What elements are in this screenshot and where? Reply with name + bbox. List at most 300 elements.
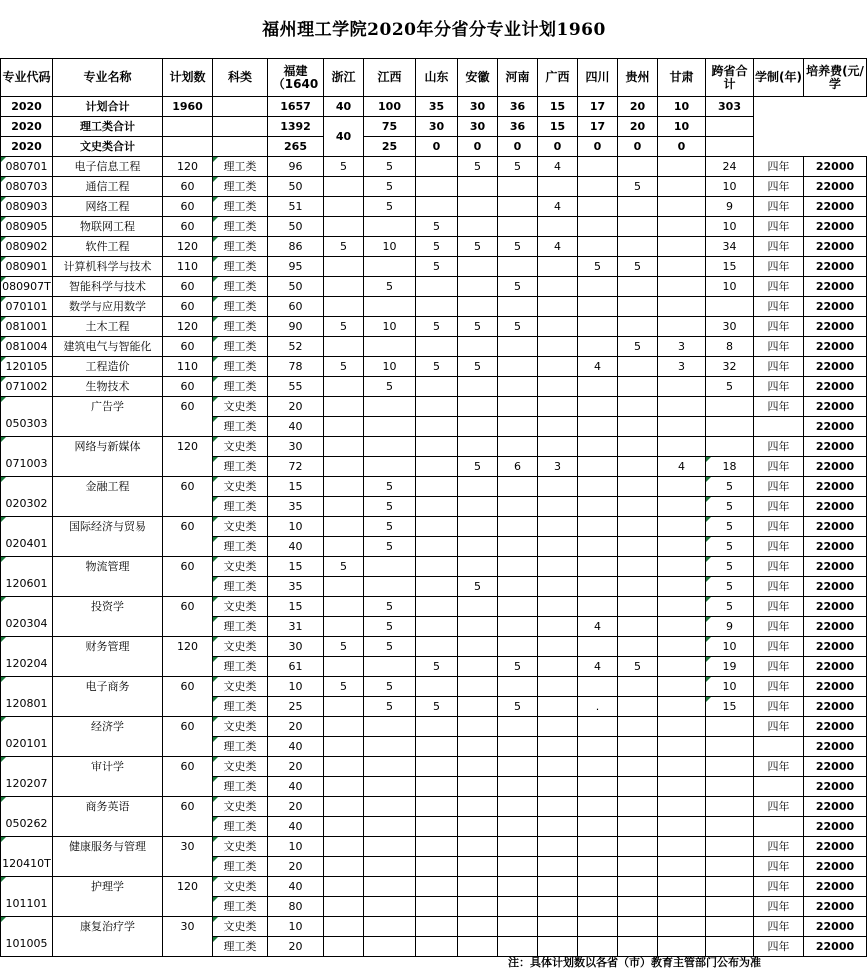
code-cell: 081001 bbox=[1, 317, 53, 337]
fujian-cell: 1657 bbox=[268, 97, 324, 117]
years-cell: 四年 bbox=[754, 757, 804, 777]
gs-cell bbox=[658, 897, 706, 917]
gx-cell bbox=[538, 377, 578, 397]
fujian-cell: 15 bbox=[268, 597, 324, 617]
cross-total-cell: 10 bbox=[706, 677, 754, 697]
jx-cell: 5 bbox=[364, 277, 416, 297]
cross-total-cell bbox=[706, 877, 754, 897]
type-cell: 理工类 bbox=[213, 857, 268, 877]
gx-cell: 15 bbox=[538, 117, 578, 137]
jx-cell bbox=[364, 337, 416, 357]
plan-cell: 110 bbox=[163, 257, 213, 277]
jx-cell: 5 bbox=[364, 177, 416, 197]
hn-cell bbox=[498, 617, 538, 637]
plan-cell bbox=[163, 897, 213, 917]
code-cell: 080902 bbox=[1, 237, 53, 257]
gz-cell bbox=[618, 517, 658, 537]
sd-cell: 35 bbox=[416, 97, 458, 117]
jx-cell bbox=[364, 877, 416, 897]
gx-cell bbox=[538, 837, 578, 857]
plan-cell bbox=[163, 537, 213, 557]
hn-cell: 36 bbox=[498, 97, 538, 117]
type-cell: 理工类 bbox=[213, 277, 268, 297]
major-row bbox=[1, 917, 867, 937]
major-name-cell bbox=[53, 737, 163, 757]
major-row bbox=[1, 157, 867, 177]
column-header: 科类 bbox=[213, 59, 268, 97]
gs-cell bbox=[658, 777, 706, 797]
code-cell: 080703 bbox=[1, 177, 53, 197]
code-cell: 071003 bbox=[1, 437, 53, 477]
gz-cell bbox=[618, 917, 658, 937]
years-cell: 四年 bbox=[754, 657, 804, 677]
sd-cell bbox=[416, 517, 458, 537]
years-cell: 四年 bbox=[754, 457, 804, 477]
fujian-cell: 1392 bbox=[268, 117, 324, 137]
fujian-cell: 30 bbox=[268, 637, 324, 657]
gz-cell: 5 bbox=[618, 177, 658, 197]
fujian-cell: 61 bbox=[268, 657, 324, 677]
major-row bbox=[1, 257, 867, 277]
jx-cell: 10 bbox=[364, 237, 416, 257]
gz-cell: 5 bbox=[618, 657, 658, 677]
ah-cell bbox=[458, 877, 498, 897]
fujian-cell: 15 bbox=[268, 477, 324, 497]
type-cell: 理工类 bbox=[213, 497, 268, 517]
gx-cell bbox=[538, 537, 578, 557]
fujian-cell: 10 bbox=[268, 837, 324, 857]
major-name-cell bbox=[53, 537, 163, 557]
major-name-cell: 审计学 bbox=[53, 757, 163, 777]
sd-cell bbox=[416, 477, 458, 497]
years-cell: 四年 bbox=[754, 677, 804, 697]
years-cell: 四年 bbox=[754, 897, 804, 917]
fujian-cell: 40 bbox=[268, 737, 324, 757]
sd-cell bbox=[416, 637, 458, 657]
jx-cell bbox=[364, 757, 416, 777]
gx-cell bbox=[538, 617, 578, 637]
years-cell: 四年 bbox=[754, 257, 804, 277]
gx-cell bbox=[538, 877, 578, 897]
cross-total-cell: 5 bbox=[706, 537, 754, 557]
major-name-cell: 经济学 bbox=[53, 717, 163, 737]
major-name-cell bbox=[53, 817, 163, 837]
fee-cell: 22000 bbox=[804, 537, 867, 557]
cross-total-cell: 18 bbox=[706, 457, 754, 477]
major-name-cell: 计算机科学与技术 bbox=[53, 257, 163, 277]
jx-cell bbox=[364, 817, 416, 837]
sd-cell: 5 bbox=[416, 237, 458, 257]
ah-cell bbox=[458, 677, 498, 697]
ah-cell bbox=[458, 737, 498, 757]
fujian-cell: 51 bbox=[268, 197, 324, 217]
ah-cell: 30 bbox=[458, 117, 498, 137]
page-title: 福州理工学院2020年分省分专业计划1960 bbox=[262, 20, 606, 40]
major-name-cell: 软件工程 bbox=[53, 237, 163, 257]
cross-total-cell: 19 bbox=[706, 657, 754, 677]
major-row bbox=[1, 537, 867, 557]
gs-cell bbox=[658, 657, 706, 677]
major-name-cell: 投资学 bbox=[53, 597, 163, 617]
gs-cell bbox=[658, 497, 706, 517]
code-cell: 081004 bbox=[1, 337, 53, 357]
column-header: 河南 bbox=[498, 59, 538, 97]
fee-cell: 22000 bbox=[804, 237, 867, 257]
fee-cell: 22000 bbox=[804, 937, 867, 957]
zj-cell bbox=[324, 437, 364, 457]
fujian-cell: 52 bbox=[268, 337, 324, 357]
fujian-cell: 10 bbox=[268, 677, 324, 697]
plan-cell: 30 bbox=[163, 917, 213, 937]
cross-total-cell: 5 bbox=[706, 377, 754, 397]
gz-cell: 5 bbox=[618, 337, 658, 357]
fee-cell: 22000 bbox=[804, 197, 867, 217]
years-cell: 四年 bbox=[754, 557, 804, 577]
fee-cell: 22000 bbox=[804, 677, 867, 697]
gx-cell bbox=[538, 337, 578, 357]
years-cell bbox=[754, 817, 804, 837]
gz-cell bbox=[618, 737, 658, 757]
hn-cell: 5 bbox=[498, 237, 538, 257]
years-cell: 四年 bbox=[754, 357, 804, 377]
gz-cell bbox=[618, 557, 658, 577]
gs-cell: 0 bbox=[658, 137, 706, 157]
jx-cell: 5 bbox=[364, 157, 416, 177]
code-cell: 020101 bbox=[1, 717, 53, 757]
gs-cell: 3 bbox=[658, 337, 706, 357]
sc-cell bbox=[578, 397, 618, 417]
sd-cell bbox=[416, 537, 458, 557]
cross-total-cell bbox=[706, 117, 754, 137]
zj-cell: 5 bbox=[324, 637, 364, 657]
gz-cell bbox=[618, 857, 658, 877]
ah-cell bbox=[458, 557, 498, 577]
hn-cell bbox=[498, 777, 538, 797]
plan-cell: 110 bbox=[163, 357, 213, 377]
code-cell: 020401 bbox=[1, 517, 53, 557]
major-row bbox=[1, 697, 867, 717]
gx-cell bbox=[538, 657, 578, 677]
fee-cell: 22000 bbox=[804, 917, 867, 937]
zj-cell bbox=[324, 737, 364, 757]
jx-cell: 10 bbox=[364, 317, 416, 337]
type-cell: 文史类 bbox=[213, 917, 268, 937]
fujian-cell: 40 bbox=[268, 777, 324, 797]
sd-cell bbox=[416, 277, 458, 297]
years-cell: 四年 bbox=[754, 337, 804, 357]
type-cell: 理工类 bbox=[213, 157, 268, 177]
code-cell: 020302 bbox=[1, 477, 53, 517]
years-cell: 四年 bbox=[754, 937, 804, 957]
fujian-cell: 30 bbox=[268, 437, 324, 457]
jx-cell bbox=[364, 297, 416, 317]
hn-cell bbox=[498, 677, 538, 697]
fujian-cell: 35 bbox=[268, 497, 324, 517]
major-name-cell: 通信工程 bbox=[53, 177, 163, 197]
sc-cell bbox=[578, 437, 618, 457]
fee-cell: 22000 bbox=[804, 157, 867, 177]
fee-cell: 22000 bbox=[804, 397, 867, 417]
gz-cell bbox=[618, 357, 658, 377]
hn-cell bbox=[498, 917, 538, 937]
gz-cell bbox=[618, 237, 658, 257]
code-cell: 2020 bbox=[1, 97, 53, 117]
plan-cell: 60 bbox=[163, 337, 213, 357]
fee-cell: 22000 bbox=[804, 817, 867, 837]
hn-cell bbox=[498, 437, 538, 457]
sc-cell bbox=[578, 317, 618, 337]
gx-cell bbox=[538, 517, 578, 537]
cross-total-cell bbox=[706, 777, 754, 797]
plan-cell: 60 bbox=[163, 557, 213, 577]
zj-cell bbox=[324, 217, 364, 237]
fujian-cell: 35 bbox=[268, 577, 324, 597]
fujian-cell: 96 bbox=[268, 157, 324, 177]
major-row bbox=[1, 797, 867, 817]
cross-total-cell: 10 bbox=[706, 177, 754, 197]
major-row bbox=[1, 457, 867, 477]
gz-cell bbox=[618, 757, 658, 777]
gz-cell bbox=[618, 497, 658, 517]
summary-row bbox=[1, 97, 867, 117]
gx-cell bbox=[538, 497, 578, 517]
zj-cell bbox=[324, 897, 364, 917]
type-cell: 理工类 bbox=[213, 777, 268, 797]
jx-cell: 5 bbox=[364, 617, 416, 637]
fee-cell: 22000 bbox=[804, 317, 867, 337]
type-cell bbox=[213, 97, 268, 117]
gz-cell bbox=[618, 457, 658, 477]
ah-cell bbox=[458, 277, 498, 297]
ah-cell bbox=[458, 297, 498, 317]
gz-cell bbox=[618, 577, 658, 597]
gs-cell bbox=[658, 297, 706, 317]
fujian-cell: 50 bbox=[268, 177, 324, 197]
years-cell bbox=[754, 417, 804, 437]
code-cell: 050262 bbox=[1, 797, 53, 837]
sd-cell bbox=[416, 777, 458, 797]
cross-total-cell: 5 bbox=[706, 577, 754, 597]
cross-total-cell bbox=[706, 737, 754, 757]
hn-cell bbox=[498, 377, 538, 397]
ah-cell bbox=[458, 777, 498, 797]
fee-cell: 22000 bbox=[804, 377, 867, 397]
hn-cell bbox=[498, 397, 538, 417]
major-name-cell: 工程造价 bbox=[53, 357, 163, 377]
zj-cell bbox=[324, 457, 364, 477]
zj-cell bbox=[324, 777, 364, 797]
major-name-cell: 物联网工程 bbox=[53, 217, 163, 237]
fujian-cell: 20 bbox=[268, 857, 324, 877]
ah-cell bbox=[458, 337, 498, 357]
type-cell: 理工类 bbox=[213, 197, 268, 217]
fujian-cell: 40 bbox=[268, 417, 324, 437]
years-cell: 四年 bbox=[754, 857, 804, 877]
zj-cell bbox=[324, 297, 364, 317]
header-row bbox=[1, 59, 867, 97]
sd-cell bbox=[416, 497, 458, 517]
years-cell: 四年 bbox=[754, 717, 804, 737]
sd-cell bbox=[416, 437, 458, 457]
zj-cell bbox=[324, 657, 364, 677]
sd-cell bbox=[416, 197, 458, 217]
gx-cell bbox=[538, 477, 578, 497]
ah-cell bbox=[458, 797, 498, 817]
zj-cell bbox=[324, 397, 364, 417]
years-cell: 四年 bbox=[754, 697, 804, 717]
fee-cell: 22000 bbox=[804, 657, 867, 677]
plan-cell: 1960 bbox=[163, 97, 213, 117]
gs-cell bbox=[658, 877, 706, 897]
fee-cell: 22000 bbox=[804, 617, 867, 637]
column-header: 专业名称 bbox=[53, 59, 163, 97]
sc-cell bbox=[578, 377, 618, 397]
gs-cell: 4 bbox=[658, 457, 706, 477]
zj-cell bbox=[324, 177, 364, 197]
jx-cell bbox=[364, 397, 416, 417]
sc-cell: 4 bbox=[578, 657, 618, 677]
zj-cell: 5 bbox=[324, 677, 364, 697]
ah-cell bbox=[458, 397, 498, 417]
code-cell: 080701 bbox=[1, 157, 53, 177]
hn-cell: 5 bbox=[498, 157, 538, 177]
zj-cell bbox=[324, 197, 364, 217]
fee-cell: 22000 bbox=[804, 757, 867, 777]
type-cell: 理工类 bbox=[213, 657, 268, 677]
table-header bbox=[1, 59, 867, 97]
gz-cell bbox=[618, 197, 658, 217]
gx-cell: 15 bbox=[538, 97, 578, 117]
jx-cell bbox=[364, 937, 416, 957]
hn-cell bbox=[498, 417, 538, 437]
sd-cell bbox=[416, 797, 458, 817]
zj-cell: 5 bbox=[324, 557, 364, 577]
sd-cell: 30 bbox=[416, 117, 458, 137]
gz-cell bbox=[618, 837, 658, 857]
fee-cell: 22000 bbox=[804, 457, 867, 477]
major-name-cell bbox=[53, 857, 163, 877]
type-cell bbox=[213, 117, 268, 137]
major-name-cell: 建筑电气与智能化 bbox=[53, 337, 163, 357]
years-cell: 四年 bbox=[754, 297, 804, 317]
sd-cell bbox=[416, 737, 458, 757]
jx-cell bbox=[364, 257, 416, 277]
type-cell: 理工类 bbox=[213, 577, 268, 597]
plan-cell: 60 bbox=[163, 717, 213, 737]
sd-cell bbox=[416, 757, 458, 777]
column-header: 四川 bbox=[578, 59, 618, 97]
column-header: 浙江 bbox=[324, 59, 364, 97]
jx-cell bbox=[364, 457, 416, 477]
ah-cell: 5 bbox=[458, 317, 498, 337]
cross-total-cell bbox=[706, 757, 754, 777]
major-row bbox=[1, 217, 867, 237]
gz-cell: 0 bbox=[618, 137, 658, 157]
gx-cell bbox=[538, 297, 578, 317]
years-cell: 四年 bbox=[754, 577, 804, 597]
jx-cell: 5 bbox=[364, 377, 416, 397]
cross-total-cell bbox=[706, 397, 754, 417]
column-header: 广西 bbox=[538, 59, 578, 97]
years-cell: 四年 bbox=[754, 477, 804, 497]
zj-cell bbox=[324, 817, 364, 837]
years-cell: 四年 bbox=[754, 537, 804, 557]
major-row bbox=[1, 657, 867, 677]
fee-cell: 22000 bbox=[804, 437, 867, 457]
hn-cell bbox=[498, 557, 538, 577]
fujian-cell: 31 bbox=[268, 617, 324, 637]
jx-cell: 5 bbox=[364, 517, 416, 537]
sc-cell bbox=[578, 517, 618, 537]
zj-cell: 5 bbox=[324, 157, 364, 177]
gx-cell bbox=[538, 797, 578, 817]
ah-cell bbox=[458, 897, 498, 917]
sc-cell bbox=[578, 717, 618, 737]
cross-total-cell: 10 bbox=[706, 637, 754, 657]
jx-cell bbox=[364, 837, 416, 857]
ah-cell bbox=[458, 697, 498, 717]
sd-cell bbox=[416, 577, 458, 597]
sc-cell: 4 bbox=[578, 617, 618, 637]
gs-cell bbox=[658, 477, 706, 497]
type-cell: 理工类 bbox=[213, 817, 268, 837]
sc-cell bbox=[578, 457, 618, 477]
fujian-cell: 86 bbox=[268, 237, 324, 257]
gs-cell bbox=[658, 317, 706, 337]
plan-cell: 60 bbox=[163, 797, 213, 817]
plan-cell: 60 bbox=[163, 217, 213, 237]
gz-cell bbox=[618, 797, 658, 817]
fujian-cell: 40 bbox=[268, 817, 324, 837]
plan-cell: 120 bbox=[163, 437, 213, 457]
major-row bbox=[1, 577, 867, 597]
gz-cell: 5 bbox=[618, 257, 658, 277]
gz-cell bbox=[618, 877, 658, 897]
sd-cell bbox=[416, 597, 458, 617]
cross-total-cell: 303 bbox=[706, 97, 754, 117]
major-row bbox=[1, 637, 867, 657]
years-cell: 四年 bbox=[754, 317, 804, 337]
hn-cell: 5 bbox=[498, 657, 538, 677]
cross-total-cell: 15 bbox=[706, 257, 754, 277]
ah-cell bbox=[458, 657, 498, 677]
cross-total-cell: 10 bbox=[706, 217, 754, 237]
plan-cell bbox=[163, 697, 213, 717]
code-cell: 070101 bbox=[1, 297, 53, 317]
type-cell: 文史类 bbox=[213, 837, 268, 857]
major-name-cell: 网络工程 bbox=[53, 197, 163, 217]
fee-cell: 22000 bbox=[804, 877, 867, 897]
type-cell: 文史类 bbox=[213, 717, 268, 737]
jx-cell bbox=[364, 417, 416, 437]
code-cell: 080903 bbox=[1, 197, 53, 217]
type-cell: 理工类 bbox=[213, 357, 268, 377]
years-cell: 四年 bbox=[754, 277, 804, 297]
gz-cell bbox=[618, 677, 658, 697]
gs-cell bbox=[658, 557, 706, 577]
column-header: 专业代码 bbox=[1, 59, 53, 97]
hn-cell bbox=[498, 297, 538, 317]
gs-cell bbox=[658, 257, 706, 277]
major-name-cell: 电子商务 bbox=[53, 677, 163, 697]
fee-cell: 22000 bbox=[804, 737, 867, 757]
sd-cell bbox=[416, 877, 458, 897]
plan-cell bbox=[163, 497, 213, 517]
plan-cell: 60 bbox=[163, 177, 213, 197]
type-cell: 文史类 bbox=[213, 637, 268, 657]
sc-cell: 17 bbox=[578, 117, 618, 137]
sd-cell bbox=[416, 177, 458, 197]
